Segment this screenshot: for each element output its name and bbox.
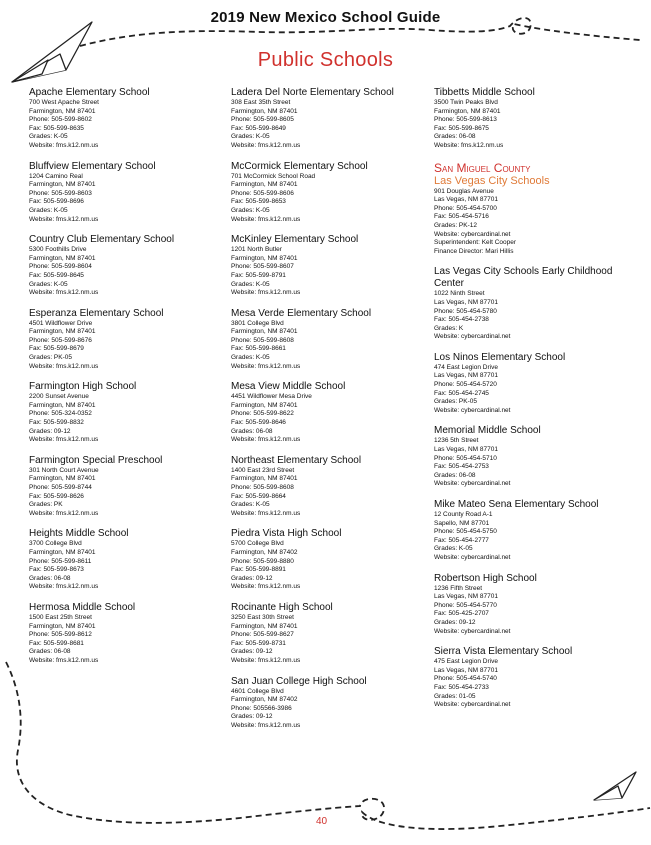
- school-detail: Farmington, NM 87401: [29, 254, 96, 262]
- school-detail: Fax: 505-599-8731: [231, 639, 286, 647]
- school-detail: Phone: 505-599-8611: [29, 557, 92, 565]
- school-detail: Website: fms.k12.nm.us: [231, 509, 301, 517]
- school-detail: Grades: K-05: [231, 133, 270, 141]
- school-name: Memorial Middle School: [434, 425, 541, 437]
- school-name: Ladera Del Norte Elementary School: [231, 87, 394, 98]
- district-detail: Phone: 505-454-5700: [434, 204, 497, 212]
- school-detail: Farmington, NM 87401: [231, 181, 298, 189]
- school-detail: Website: fms.k12.nm.us: [231, 721, 301, 729]
- school-name: Mesa Verde Elementary School: [231, 307, 372, 319]
- district-detail: Website: cybercardinal.net: [434, 230, 511, 238]
- school-detail: Farmington, NM 87402: [231, 696, 298, 704]
- school-detail: Grades: K-05: [29, 280, 68, 288]
- school-detail: Grades: K-05: [231, 206, 270, 214]
- school-detail: 701 McCormick School Road: [231, 172, 316, 180]
- school-detail: Website: cybercardinal.net: [434, 553, 511, 561]
- school-detail: Grades: PK: [29, 501, 63, 509]
- school-name: Hermosa Middle School: [29, 601, 136, 613]
- school-entry: [231, 676, 426, 731]
- school-detail: Phone: 505-599-8604: [29, 263, 92, 271]
- school-detail: Las Vegas, NM 87701: [434, 666, 498, 674]
- school-detail: Grades: K-05: [231, 280, 270, 288]
- school-entry: [434, 573, 644, 637]
- district-name: Las Vegas City Schools: [434, 174, 550, 187]
- school-detail: Website: fms.k12.nm.us: [29, 436, 99, 444]
- district-detail: Las Vegas, NM 87701: [434, 196, 498, 204]
- school-detail: Farmington, NM 87401: [29, 181, 96, 189]
- school-detail: Farmington, NM 87401: [231, 107, 298, 115]
- school-detail: 301 North Court Avenue: [29, 466, 99, 474]
- school-detail: Fax: 505-599-8891: [231, 566, 286, 574]
- school-entry: [29, 602, 219, 666]
- school-detail: Website: cybercardinal.net: [434, 333, 511, 341]
- school-detail: 474 East Legion Drive: [434, 363, 498, 371]
- school-detail: Fax: 505-454-2738: [434, 316, 489, 324]
- school-detail: 4451 Wildflower Mesa Drive: [231, 393, 312, 401]
- school-name: San Juan College High School: [231, 675, 367, 687]
- school-detail: Fax: 505-454-2745: [434, 389, 489, 397]
- school-detail: Website: fms.k12.nm.us: [29, 583, 99, 591]
- school-detail: 308 East 35th Street: [231, 99, 291, 106]
- school-detail: Grades: K-05: [231, 501, 270, 509]
- school-entry: [434, 87, 644, 151]
- school-name: Rocinante High School: [231, 601, 333, 613]
- school-detail: Website: cybercardinal.net: [434, 406, 511, 414]
- school-name: Apache Elementary School: [29, 87, 150, 98]
- school-detail: Phone: 505-454-5740: [434, 675, 497, 683]
- school-detail: Website: fms.k12.nm.us: [231, 215, 301, 223]
- school-detail: Website: fms.k12.nm.us: [231, 141, 301, 149]
- school-name: Tibbetts Middle School: [434, 87, 535, 98]
- school-detail: Fax: 505-454-2733: [434, 683, 489, 691]
- school-entry: [29, 234, 219, 298]
- school-entry: [434, 352, 644, 416]
- school-detail: Grades: K-05: [434, 545, 473, 553]
- section-title: Public Schools: [257, 49, 394, 71]
- school-detail: Farmington, NM 87401: [29, 548, 96, 556]
- school-entry: [231, 602, 426, 666]
- school-detail: Website: cybercardinal.net: [434, 627, 511, 635]
- school-detail: Website: cybercardinal.net: [434, 480, 511, 488]
- school-entry: [434, 646, 644, 710]
- school-detail: Website: fms.k12.nm.us: [434, 141, 504, 149]
- school-detail: 1236 5th Street: [434, 437, 479, 445]
- school-detail: Grades: 09-12: [434, 618, 476, 626]
- school-name: McCormick Elementary School: [231, 160, 368, 172]
- school-detail: Phone: 505-599-8608: [231, 336, 294, 344]
- school-detail: 475 East Legion Drive: [434, 658, 498, 666]
- school-detail: Grades: 06-08: [231, 427, 273, 435]
- school-detail: Website: cybercardinal.net: [434, 701, 511, 709]
- school-detail: Grades: 09-12: [29, 427, 71, 435]
- school-detail: Fax: 505-425-2707: [434, 610, 489, 618]
- school-name: Northeast Elementary School: [231, 454, 362, 466]
- paper-plane-bottom-right-icon: [594, 772, 636, 800]
- school-entry: [434, 425, 644, 489]
- county-heading: San Miguel County: [434, 160, 531, 175]
- school-detail: 4501 Wildflower Drive: [29, 319, 93, 327]
- district-detail: Superintendent: Kelt Cooper: [434, 239, 517, 247]
- school-detail: Farmington, NM 87401: [231, 401, 298, 409]
- school-detail: Fax: 505-599-8791: [231, 271, 286, 279]
- school-detail: Las Vegas, NM 87701: [434, 593, 498, 601]
- school-detail: Fax: 505-599-8664: [231, 492, 286, 500]
- school-detail: 5700 College Blvd: [231, 540, 284, 548]
- school-entry: [231, 308, 426, 372]
- school-detail: Grades: 09-12: [231, 648, 273, 656]
- guide-title: 2019 New Mexico School Guide: [210, 9, 441, 26]
- school-detail: Fax: 505-599-8649: [231, 124, 286, 132]
- school-entry: [29, 161, 219, 225]
- school-detail: Phone: 505-599-8607: [231, 263, 294, 271]
- school-entry: [231, 381, 426, 445]
- column-3: [434, 87, 644, 720]
- school-detail: Grades: K-05: [29, 206, 68, 214]
- school-detail: Phone: 505-599-8613: [434, 116, 497, 124]
- school-detail: Fax: 505-599-8679: [29, 345, 84, 353]
- school-name: Farmington High School: [29, 381, 137, 393]
- school-detail: Phone: 505-599-8676: [29, 336, 92, 344]
- district-detail: 901 Douglas Avenue: [434, 187, 494, 195]
- school-detail: Fax: 505-599-8661: [231, 345, 286, 353]
- school-detail: Phone: 505-599-8880: [231, 557, 294, 565]
- school-detail: Website: fms.k12.nm.us: [29, 656, 99, 664]
- school-name: Piedra Vista High School: [231, 528, 342, 540]
- school-detail: Farmington, NM 87401: [29, 401, 96, 409]
- school-detail: Fax: 505-599-8646: [231, 419, 286, 427]
- school-detail: Grades: 06-08: [29, 574, 71, 582]
- school-detail: Farmington, NM 87401: [231, 475, 298, 483]
- school-detail: 4601 College Blvd: [231, 687, 284, 695]
- school-detail: Website: fms.k12.nm.us: [231, 583, 301, 591]
- school-detail: Las Vegas, NM 87701: [434, 446, 498, 454]
- school-detail: Fax: 505-599-8626: [29, 492, 84, 500]
- school-entry: [29, 87, 219, 151]
- school-detail: Farmington, NM 87401: [231, 328, 298, 336]
- school-detail: 1022 Ninth Street: [434, 290, 485, 298]
- district-entry: [434, 175, 644, 257]
- school-detail: 1204 Camino Real: [29, 172, 83, 180]
- school-detail: 12 County Road A-1: [434, 511, 493, 518]
- school-entry: [29, 308, 219, 372]
- school-detail: Phone: 505-454-5710: [434, 454, 497, 462]
- school-detail: 3700 College Blvd: [29, 540, 82, 548]
- school-detail: Phone: 505-599-8608: [231, 484, 294, 491]
- school-name: Farmington Special Preschool: [29, 454, 163, 466]
- school-detail: Website: fms.k12.nm.us: [231, 362, 301, 370]
- school-detail: Website: fms.k12.nm.us: [231, 436, 301, 444]
- school-detail: Website: fms.k12.nm.us: [29, 215, 99, 223]
- school-detail: Grades: 06-08: [434, 471, 476, 479]
- school-name: Mike Mateo Sena Elementary School: [434, 499, 599, 510]
- school-detail: 3250 East 30th Street: [231, 613, 294, 621]
- school-detail: Grades: 01-05: [434, 692, 476, 700]
- school-entry: [29, 381, 219, 445]
- school-name: Country Club Elementary School: [29, 234, 175, 246]
- school-detail: Phone: 505-599-8606: [231, 189, 294, 197]
- school-name: Robertson High School: [434, 572, 537, 584]
- school-detail: 1500 East 25th Street: [29, 613, 92, 621]
- school-entry: [231, 161, 426, 225]
- school-name: McKinley Elementary School: [231, 234, 359, 246]
- school-detail: Website: fms.k12.nm.us: [29, 289, 99, 297]
- school-detail: Fax: 505-599-8653: [231, 198, 286, 206]
- school-entry: [29, 455, 219, 519]
- school-detail: Phone: 505-599-8622: [231, 410, 294, 418]
- school-detail: Phone: 505566-3986: [231, 704, 292, 712]
- school-detail: Phone: 505-599-8602: [29, 116, 92, 124]
- school-detail: Fax: 505-599-8645: [29, 271, 84, 279]
- school-detail: Phone: 505-599-8603: [29, 189, 92, 197]
- school-detail: Las Vegas, NM 87701: [434, 298, 498, 306]
- school-name: Bluffview Elementary School: [29, 160, 156, 172]
- school-detail: Farmington, NM 87401: [231, 622, 298, 630]
- school-name: Sierra Vista Elementary School: [434, 646, 573, 658]
- school-detail: Fax: 505-599-8673: [29, 566, 84, 574]
- school-detail: Las Vegas, NM 87701: [434, 372, 498, 380]
- school-detail: Farmington, NM 87401: [29, 622, 96, 630]
- school-detail: Fax: 505-599-8696: [29, 198, 84, 206]
- school-detail: Website: fms.k12.nm.us: [29, 362, 99, 370]
- school-name: Los Ninos Elementary School: [434, 351, 566, 363]
- school-detail: Phone: 505-599-8612: [29, 631, 92, 639]
- school-name: Mesa View Middle School: [231, 381, 346, 393]
- district-detail: Finance Director: Mari Hillis: [434, 247, 514, 255]
- school-detail: Website: fms.k12.nm.us: [29, 141, 99, 149]
- school-detail: Fax: 505-599-8832: [29, 419, 84, 427]
- school-detail: Grades: PK-05: [434, 398, 477, 406]
- school-detail: Website: fms.k12.nm.us: [29, 509, 99, 517]
- column-2: [231, 87, 426, 740]
- school-detail: 1236 Fifth Street: [434, 584, 483, 592]
- school-name: Esperanza Elementary School: [29, 307, 164, 319]
- school-detail: 5300 Foothills Drive: [29, 246, 87, 254]
- school-detail: 2200 Sunset Avenue: [29, 393, 89, 401]
- school-detail: Fax: 505-454-2777: [434, 536, 489, 544]
- school-detail: Farmington, NM 87401: [231, 254, 298, 262]
- school-name: Heights Middle School: [29, 528, 129, 540]
- school-detail: Grades: 06-08: [29, 648, 71, 656]
- school-detail: Grades: K-05: [231, 354, 270, 362]
- school-detail: 3500 Twin Peaks Blvd: [434, 99, 498, 106]
- school-detail: Grades: PK-05: [29, 354, 72, 362]
- school-detail: Fax: 505-599-8681: [29, 639, 84, 647]
- school-entry: [29, 528, 219, 592]
- school-detail: 1201 North Butler: [231, 246, 282, 254]
- school-detail: Phone: 505-599-8605: [231, 116, 294, 124]
- school-detail: Phone: 505-324-0352: [29, 410, 92, 418]
- school-detail: 700 West Apache Street: [29, 99, 99, 106]
- school-detail: Grades: 09-12: [231, 713, 273, 721]
- school-detail: Phone: 505-599-8627: [231, 631, 294, 639]
- school-detail: Farmington, NM 87401: [434, 107, 501, 115]
- school-detail: Farmington, NM 87401: [29, 107, 96, 115]
- school-detail: Fax: 505-454-2753: [434, 463, 489, 471]
- page-number: 40: [316, 816, 328, 827]
- school-entry: [231, 87, 426, 151]
- school-entry: [231, 528, 426, 592]
- school-detail: Grades: 09-12: [231, 574, 273, 582]
- school-detail: Grades: 06-08: [434, 133, 476, 141]
- school-detail: Phone: 505-454-5750: [434, 528, 497, 536]
- school-name: Las Vegas City Schools Early Childhood Center: [434, 266, 613, 290]
- school-detail: 1400 East 23rd Street: [231, 466, 295, 474]
- school-detail: Phone: 505-454-5720: [434, 381, 497, 389]
- school-detail: Website: fms.k12.nm.us: [231, 289, 301, 297]
- school-entry: [434, 266, 644, 342]
- school-detail: Farmington, NM 87402: [231, 548, 298, 556]
- school-detail: Phone: 505-454-5770: [434, 601, 497, 609]
- school-detail: Fax: 505-599-8635: [29, 124, 84, 132]
- school-detail: Farmington, NM 87401: [29, 328, 96, 336]
- school-entry: [231, 234, 426, 298]
- district-detail: Fax: 505-454-5716: [434, 213, 489, 221]
- school-detail: Phone: 505-599-8744: [29, 484, 92, 491]
- school-detail: Website: fms.k12.nm.us: [231, 656, 301, 664]
- school-detail: Phone: 505-454-5780: [434, 307, 497, 315]
- school-detail: Farmington, NM 87401: [29, 475, 96, 483]
- school-detail: Fax: 505-599-8675: [434, 124, 489, 132]
- school-entry: [231, 455, 426, 519]
- school-entry: [434, 499, 644, 563]
- school-detail: 3801 College Blvd: [231, 319, 284, 327]
- column-1: [29, 87, 219, 676]
- school-detail: Sapello, NM 87701: [434, 519, 490, 527]
- district-detail: Grades: PK-12: [434, 221, 477, 229]
- school-detail: Grades: K-05: [29, 133, 68, 141]
- school-detail: Grades: K: [434, 324, 464, 332]
